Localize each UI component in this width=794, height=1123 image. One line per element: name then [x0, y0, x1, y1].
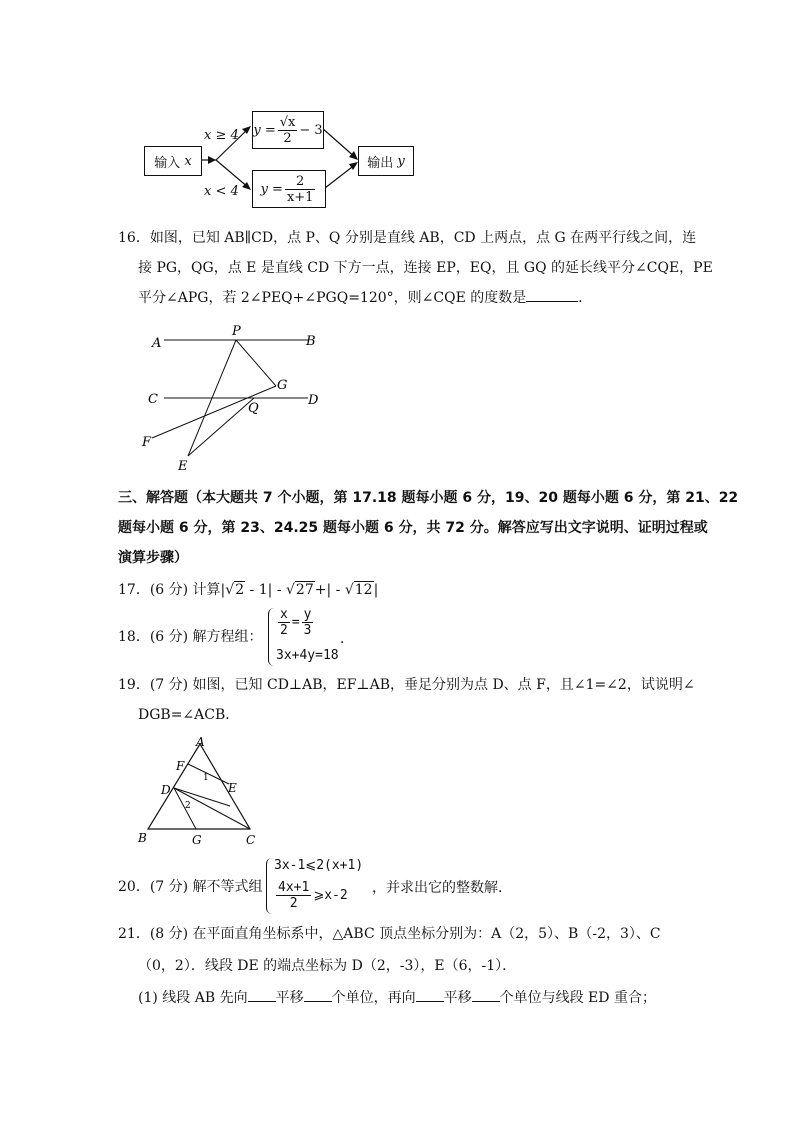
label-p: P	[232, 324, 241, 339]
formula-lower-den: x+1	[286, 189, 314, 205]
q17-radicand-2: 27	[295, 582, 314, 598]
formula-lower-num: 2	[285, 174, 316, 190]
q21-line1: 21．(8 分) 在平面直角坐标系中，△ABC 顶点坐标分别为：A（2，5）、B（-2，3）、C	[118, 926, 661, 942]
q16-line3-text: 平分∠APG，若 2∠PEQ+∠PGQ=120°，则∠CQE 的度数是	[138, 290, 527, 306]
formula-lower-box	[252, 170, 326, 208]
q20-ineq2-tail: ⩾x-2	[313, 888, 348, 903]
flowchart-diagram	[0, 0, 794, 215]
q19-line1: 19．(7 分) 如图，已知 CD⊥AB，EF⊥AB，垂足分别为点 D、点 F，且∠1=∠2，试说明∠	[118, 677, 695, 693]
q17-mid1: - 1| -	[245, 582, 286, 598]
q16-line3-end: ．	[578, 290, 593, 306]
q18-eq1-mid: =	[291, 615, 300, 630]
q18-eq1-num-l: x	[280, 607, 288, 622]
q18-eq1-left	[278, 607, 290, 638]
q16-line3	[138, 288, 592, 308]
q20-ineq2-fraction	[276, 880, 311, 911]
q16-figure	[130, 318, 330, 476]
q21-line2: （0，2）．线段 DE 的端点坐标为 D（2，-3），E（6，-1）．	[138, 958, 517, 974]
label-e: E	[178, 459, 188, 474]
q17-prefix: 17．(6 分) 计算|	[118, 582, 226, 598]
label-c: C	[246, 833, 256, 847]
output-label: 输出	[367, 155, 394, 171]
q21-blank-1[interactable]	[248, 1001, 276, 1002]
segment-pg	[236, 340, 276, 386]
q20-ineq2-den: 2	[289, 896, 298, 911]
section3-heading-line1: 三、解答题（本大题共 7 个小题，第 17.18 题每小题 6 分，19、20 题每小题 6 分，第 21、22	[118, 490, 739, 506]
q18-eq1-num-r: y	[303, 607, 312, 622]
q21-p1-b: 平移	[275, 990, 304, 1006]
output-var: y	[397, 153, 405, 169]
label-d: D	[308, 393, 319, 408]
q21-p1-a: (1) 线段 AB 先向	[138, 990, 248, 1006]
input-label: 输入	[154, 155, 181, 171]
cond-upper: x ≥ 4	[204, 128, 239, 143]
q21-blank-3[interactable]	[416, 1001, 444, 1002]
q20-ineq1: 3x-1⩽2(x+1)	[274, 858, 364, 873]
q20-brace	[266, 858, 273, 914]
q18-end: ．	[340, 631, 354, 647]
q18-eq1-den-l: 2	[280, 623, 288, 638]
segment-eq	[188, 398, 254, 456]
label-e: E	[228, 781, 237, 795]
label-b: B	[306, 334, 316, 349]
label-b: B	[138, 831, 147, 845]
formula-upper-box	[252, 111, 324, 149]
q16-line1: 16．如图，已知 AB∥CD，点 P、Q 分别是直线 AB，CD 上两点，点 G 在两平行线之间，连	[118, 230, 697, 246]
formula-upper-den: 2	[283, 130, 292, 146]
q18-brace	[268, 608, 275, 666]
q16-line2: 接 PG，QG，点 E 是直线 CD 下方一点，连接 EP，EQ，且 GQ 的延长线平分∠CQE，PE	[138, 260, 713, 276]
q20-suffix: ，并求出它的整数解．	[372, 880, 512, 896]
section3-heading-line2: 题每小题 6 分，第 23、24.25 题每小题 6 分，共 72 分。解答应写出文字说明、证明过程或	[118, 520, 708, 536]
q18-eq1	[276, 607, 315, 638]
q17-mid2: +| -	[314, 582, 345, 598]
label-angle-2: 2	[185, 801, 191, 811]
q18-eq1-right	[302, 607, 314, 638]
label-q: Q	[248, 401, 259, 416]
label-g: G	[192, 833, 202, 847]
q21-blank-4[interactable]	[472, 1001, 500, 1002]
formula-upper-fraction	[278, 115, 298, 146]
label-a: A	[196, 735, 205, 749]
label-g: G	[277, 378, 288, 393]
label-f: F	[176, 759, 185, 773]
q16-answer-blank[interactable]	[526, 301, 578, 302]
section3-heading-line3: 演算步骤）	[118, 550, 188, 566]
input-var: x	[184, 153, 192, 169]
cond-lower: x < 4	[204, 184, 239, 199]
formula-upper-tail: − 3	[299, 122, 323, 138]
q21-blank-2[interactable]	[304, 1001, 332, 1002]
arrow-upper-out	[322, 128, 356, 158]
q17-radicand-3: 12	[354, 582, 373, 598]
q18-eq2: 3x+4y=18	[276, 648, 339, 663]
label-c: C	[148, 392, 158, 407]
q17-line: 17．(6 分) 计算|√2 - 1| - √27+| - √12|	[118, 582, 379, 598]
q17-end: |	[373, 582, 379, 598]
q18-prefix: 18．(6 分) 解方程组：	[118, 629, 263, 645]
q21-p1-c: 个单位，再向	[331, 990, 416, 1006]
q20-ineq2-num: 4x+1	[278, 880, 310, 895]
q17-radicand-1: 2	[235, 582, 245, 598]
arrow-lower-out	[325, 164, 356, 188]
q19-figure	[130, 734, 270, 849]
label-d: D	[161, 783, 171, 797]
q20-prefix: 20．(7 分) 解不等式组	[118, 879, 263, 895]
formula-lower-fraction	[285, 174, 316, 205]
q21-p1-e: 个单位与线段 ED 重合；	[499, 990, 656, 1006]
q18-eq1-den-r: 3	[303, 623, 312, 638]
q19-line2: DGB=∠ACB．	[138, 707, 240, 723]
q21-p1-d: 平移	[443, 990, 472, 1006]
label-angle-1: 1	[203, 773, 209, 783]
label-f: F	[142, 435, 152, 450]
formula-upper-num: √x	[279, 114, 296, 130]
q21-part1	[138, 988, 656, 1008]
output-box	[358, 146, 414, 176]
label-a: A	[152, 336, 162, 351]
formula-upper-lhs: y =	[253, 122, 276, 138]
formula-lower-lhs: y =	[260, 181, 283, 197]
input-box	[144, 146, 202, 176]
q20-ineq2	[274, 880, 348, 911]
